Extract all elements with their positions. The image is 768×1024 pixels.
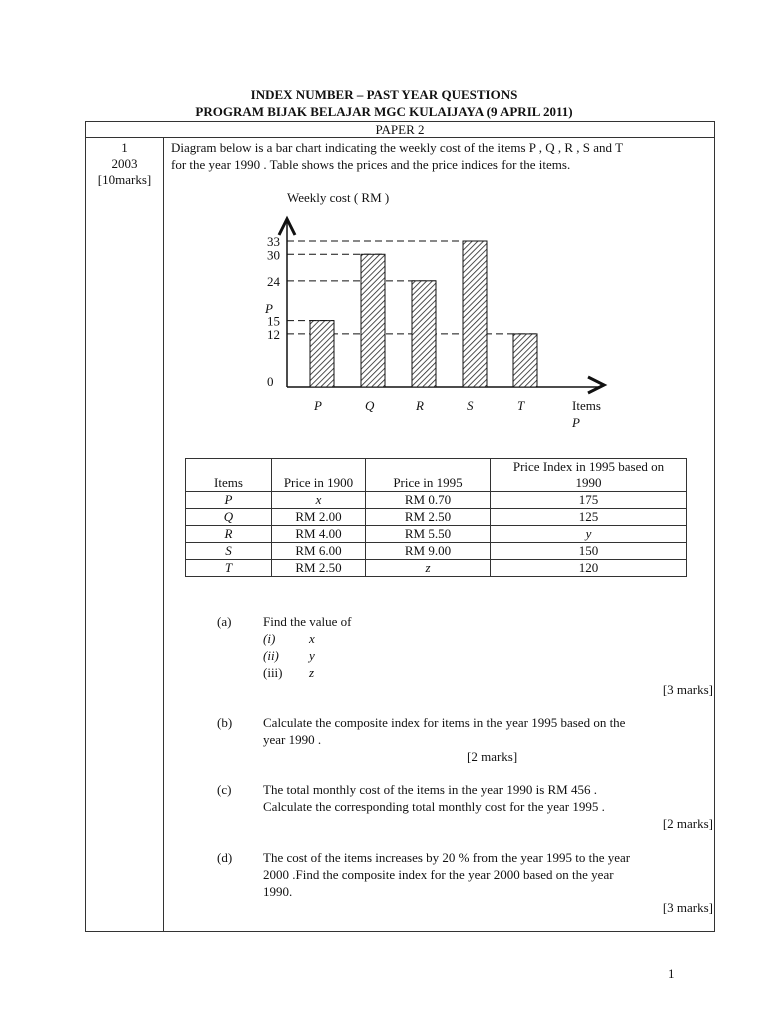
chart-stray-label: P: [265, 301, 273, 316]
chart-x-axis-label: Items: [572, 398, 601, 413]
chart-bars: [310, 241, 537, 387]
part-a-label: (a): [217, 614, 232, 629]
part-b-line-2: year 1990 .: [263, 732, 322, 747]
part-c-label: (c): [217, 782, 232, 797]
x-tick-P: P: [314, 398, 322, 413]
question-year: 2003: [111, 156, 138, 171]
table-cell: x: [272, 492, 366, 509]
table-cell: y: [491, 526, 687, 543]
table-cell-item: S: [186, 543, 272, 560]
part-c-line-2: Calculate the corresponding total monthly cost for the year 1995 .: [263, 799, 605, 814]
y-tick-label: 24: [267, 273, 280, 289]
y-tick-label: 33: [267, 234, 280, 249]
table-header-price-1900: Price in 1900: [272, 459, 366, 492]
table-row: [186, 492, 687, 509]
part-b-label: (b): [217, 715, 233, 730]
part-a-marks: [3 marks]: [662, 682, 713, 697]
table-cell: RM 2.50: [366, 509, 491, 526]
part-c-line-1: The total monthly cost of the items in the year 1990 is RM 456 .: [263, 782, 597, 797]
frame-bottom-border: [85, 931, 715, 932]
table-row: [186, 560, 687, 577]
table-header-items: Items: [186, 459, 272, 492]
question-marks: [10marks]: [97, 172, 152, 187]
table-cell: RM 5.50: [366, 526, 491, 543]
y-tick-label: 0: [267, 374, 274, 389]
table-cell: RM 2.50: [272, 560, 366, 577]
chart-y-tick-labels: [267, 234, 281, 389]
part-c-marks: [2 marks]: [662, 816, 713, 831]
chart-x-axis-label-extra: P: [572, 415, 580, 430]
table-cell-item: Q: [186, 509, 272, 526]
table-cell: 125: [491, 509, 687, 526]
part-d-line-1: The cost of the items increases by 20 % from the year 1995 to the year: [263, 850, 631, 865]
frame-right-border: [714, 121, 715, 932]
table-cell: RM 9.00: [366, 543, 491, 560]
frame-left-border: [85, 121, 86, 932]
chart-guide-lines: [287, 241, 537, 334]
chart-axes: [279, 219, 604, 393]
table-cell: 150: [491, 543, 687, 560]
part-b-marks: [2 marks]: [467, 749, 518, 764]
document-title: INDEX NUMBER – PAST YEAR QUESTIONS: [250, 87, 518, 102]
chart-x-tick-labels: [313, 398, 525, 413]
table-cell: RM 0.70: [366, 492, 491, 509]
table-cell: 120: [491, 560, 687, 577]
table-header-row: [186, 459, 687, 492]
part-d-label: (d): [217, 850, 233, 865]
part-d-line-2: 2000 .Find the composite index for the year 2000 based on the year: [263, 867, 614, 882]
part-a-iii-var: z: [309, 665, 315, 680]
part-a-iii-label: (iii): [263, 665, 283, 680]
question-number: 1: [121, 140, 128, 155]
table-cell-item: P: [186, 492, 272, 509]
table-header-price-1995: Price in 1995: [366, 459, 491, 492]
chart-y-axis-label: Weekly cost ( RM ): [287, 190, 390, 205]
table-row: [186, 509, 687, 526]
part-b-line-1: Calculate the composite index for items in the year 1995 based on the: [263, 715, 626, 730]
bar-S: [463, 241, 487, 387]
table-cell: RM 2.00: [272, 509, 366, 526]
bar-P: [310, 321, 334, 387]
y-tick-label: 30: [267, 247, 280, 263]
table-row: [186, 543, 687, 560]
frame-column-divider: [163, 137, 164, 932]
part-d-marks: [3 marks]: [662, 900, 713, 915]
y-tick-label: 15: [267, 313, 280, 329]
x-tick-R: R: [416, 398, 424, 413]
bar-R: [412, 281, 436, 387]
bar-Q: [361, 254, 385, 387]
x-tick-T: T: [517, 398, 525, 413]
table-cell-item: T: [186, 560, 272, 577]
price-index-table: [185, 458, 687, 577]
table-cell: RM 6.00: [272, 543, 366, 560]
x-axis-arrow-icon: [588, 377, 604, 393]
table-cell: z: [366, 560, 491, 577]
y-tick-label: 12: [267, 326, 280, 342]
bar-T: [513, 334, 537, 387]
x-tick-S: S: [467, 398, 474, 413]
x-tick-Q: Q: [365, 398, 375, 413]
table-cell-item: R: [186, 526, 272, 543]
table-cell: 175: [491, 492, 687, 509]
y-axis-arrow-icon: [279, 219, 295, 235]
part-a-ii-var: y: [309, 648, 315, 663]
part-a-ii-label: (ii): [263, 648, 279, 663]
part-a-i-var: x: [309, 631, 315, 646]
page-number: 1: [668, 966, 675, 981]
paper-label: PAPER 2: [375, 122, 425, 137]
document-subtitle: PROGRAM BIJAK BELAJAR MGC KULAIJAYA (9 APRIL 2011): [195, 104, 573, 119]
part-a-text: Find the value of: [263, 614, 352, 629]
table-row: [186, 526, 687, 543]
table-cell: RM 4.00: [272, 526, 366, 543]
question-intro-line-1: Diagram below is a bar chart indicating the weekly cost of the items P , Q , R , S and T: [171, 140, 624, 155]
question-intro-line-2: for the year 1990 . Table shows the prices and the price indices for the items.: [171, 157, 571, 172]
part-d-line-3: 1990.: [263, 884, 293, 899]
part-a-i-label: (i): [263, 631, 276, 646]
table-header-price-index: Price Index in 1995 based on 1990: [491, 459, 687, 492]
